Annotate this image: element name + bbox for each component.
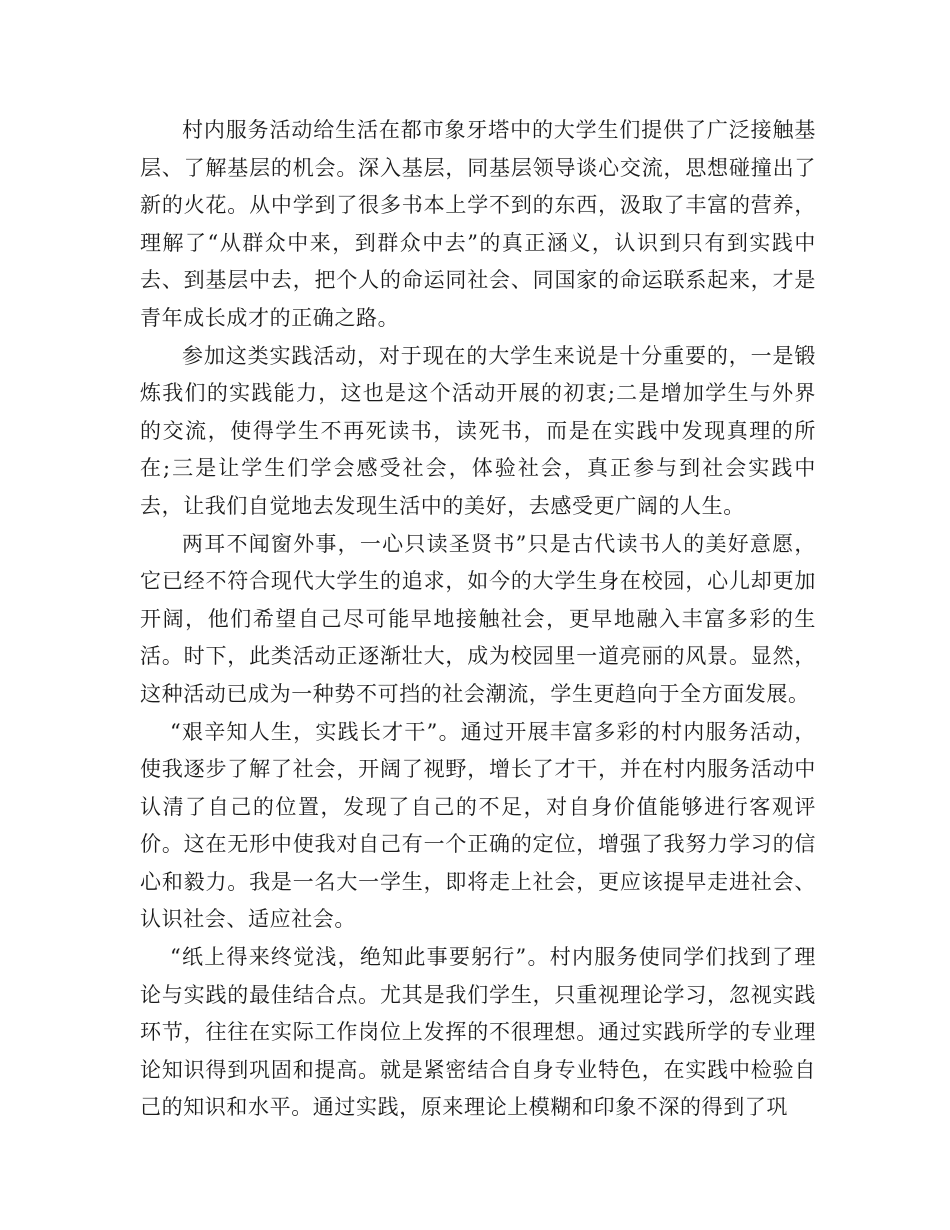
paragraph-1: 村内服务活动给生活在都市象牙塔中的大学生们提供了广泛接触基层、了解基层的机会。深入基层，同基层领导谈心交流，思想碰撞出了新的火花。从中学到了很多书本上学不到的东西，汲取了丰富的营养，理解了“从群众中来，到群众中去”的真正涵义，认识到只有到实践中去、到基层中去，把个人的命运同社会、同国家的命运联系起来，才是青年成长成才的正确之路。: [140, 118, 816, 330]
document-page: [140, 112, 816, 1127]
paragraph-2: 参加这类实践活动，对于现在的大学生来说是十分重要的，一是锻炼我们的实践能力，这也是这个活动开展的初衷;二是增加学生与外界的交流，使得学生不再死读书，读死书，而是在实践中发现真理的所在;三是让学生们学会感受社会，体验社会，真正参与到社会实践中去，让我们自觉地去发现生活中的美好，去感受更广阔的人生。: [140, 343, 816, 518]
paragraph-5: “纸上得来终觉浅，绝知此事要躬行”。村内服务使同学们找到了理论与实践的最佳结合点。尤其是我们学生，只重视理论学习，忽视实践环节，往往在实际工作岗位上发挥的不很理想。通过实践所学的专业理论知识得到巩固和提高。就是紧密结合自身专业特色，在实践中检验自己的知识和水平。通过实践，原来理论上模糊和印象不深的得到了巩: [140, 945, 816, 1120]
paragraph-4: “艰辛知人生，实践长才干”。通过开展丰富多彩的村内服务活动，使我逐步了解了社会，开阔了视野，增长了才干，并在村内服务活动中认清了自己的位置，发现了自己的不足，对自身价值能够进行客观评价。这在无形中使我对自己有一个正确的定位，增强了我努力学习的信心和毅力。我是一名大一学生，即将走上社会，更应该提早走进社会、认识社会、适应社会。: [140, 719, 816, 932]
paragraph-3: 两耳不闻窗外事，一心只读圣贤书”只是古代读书人的美好意愿，它已经不符合现代大学生的追求，如今的大学生身在校园，心儿却更加开阔，他们希望自己尽可能早地接触社会，更早地融入丰富多彩的生活。时下，此类活动正逐渐壮大，成为校园里一道亮丽的风景。显然，这种活动已成为一种势不可挡的社会潮流，学生更趋向于全方面发展。: [140, 531, 816, 706]
